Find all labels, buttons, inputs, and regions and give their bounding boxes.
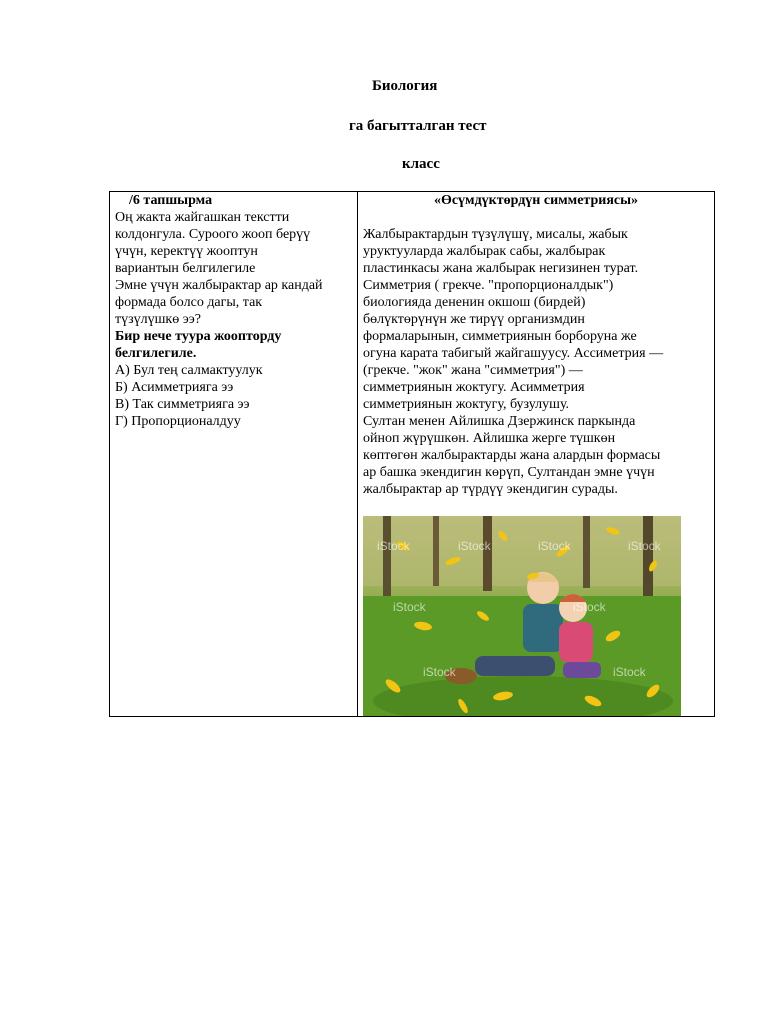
instruction-bold: Бир нече туура жоопторду — [115, 329, 282, 344]
text-line: формаларынын, симметриянын борборуна же — [363, 329, 637, 344]
watermark: iStock — [393, 600, 426, 614]
answer-option-d: Г) Пропорционалдуу — [115, 414, 241, 429]
question-line: формада болсо дагы, так — [115, 295, 263, 310]
boy-jeans — [475, 656, 555, 676]
task-cell — [110, 192, 358, 717]
tree-trunk — [483, 516, 492, 591]
answer-option-b: Б) Асимметрияга ээ — [115, 380, 234, 395]
text-line: огуна карата табигый жайгашуусу. Ассиметрия — — [363, 346, 664, 361]
instruction-line: колдонгула. Суроого жооп берүү — [115, 227, 311, 242]
boy-jacket — [523, 604, 563, 652]
watermark: iStock — [377, 539, 410, 553]
grade-label: класс — [402, 156, 440, 172]
tree-trunk — [583, 516, 590, 588]
tree-trunk — [643, 516, 653, 601]
text-line: Жалбырактардын түзүлүшү, мисалы, жабык — [363, 227, 628, 242]
page-title: Биология — [372, 78, 438, 94]
text-title: «Өсүмдүктөрдүн симметриясы» — [433, 193, 639, 208]
test-subtitle: га багытталган тест — [349, 118, 487, 134]
watermark: iStock — [423, 665, 456, 679]
watermark: iStock — [458, 539, 491, 553]
task-table — [109, 191, 715, 717]
text-line: биологияда дененин окшош (бирдей) — [363, 295, 586, 310]
text-cell — [358, 192, 715, 717]
text-line: көптөгөн жалбырактарды жана алардын формасы — [363, 448, 661, 463]
children-autumn-photo — [363, 516, 681, 716]
tree-trunk — [383, 516, 391, 596]
text-line: бөлүктөрүнүн же тирүү организмдин — [363, 312, 585, 327]
question-line: түзүлүшкө ээ? — [115, 312, 201, 327]
watermark: iStock — [538, 539, 571, 553]
text-line: симметриянын жоктугу, бузулушу. — [363, 397, 570, 412]
instruction-line: Оң жакта жайгашкан текстти — [115, 210, 290, 225]
text-line: жалбырактар ар түрдүү экендигин сурады. — [363, 482, 618, 497]
answer-option-c: В) Так симметрияга ээ — [115, 397, 250, 412]
instruction-line: вариантын белгилегиле — [115, 261, 256, 276]
girl-dress — [559, 622, 593, 662]
text-line: ар башка экендигин көрүп, Султандан эмне үчүн — [363, 465, 655, 480]
task-title: /6 тапшырма — [129, 193, 213, 208]
text-line: ойноп жүрүшкөн. Айлишка жерге түшкөн — [363, 431, 616, 446]
text-line: уруктууларда жалбырак сабы, жалбырак — [363, 244, 606, 259]
answer-option-a: А) Бул тең салмактуулук — [115, 363, 263, 378]
text-line: Султан менен Айлишка Дзержинск паркында — [363, 414, 636, 429]
question-line: Эмне үчүн жалбырактар ар кандай — [115, 278, 323, 293]
watermark: iStock — [613, 665, 646, 679]
text-line: пластинкасы жана жалбырак негизинен турат. — [363, 261, 639, 276]
instruction-line: үчүн, керектүү жооптун — [115, 244, 258, 259]
text-line: (грекче. "жок" жана "симметрия") — — [363, 363, 583, 378]
tree-trunk — [433, 516, 439, 586]
instruction-bold: белгилегиле. — [115, 346, 197, 361]
text-line: Симметрия ( грекче. "пропорционалдык") — [363, 278, 614, 293]
text-line: симметриянын жоктугу. Асимметрия — [363, 380, 585, 395]
watermark: iStock — [628, 539, 661, 553]
watermark: iStock — [573, 600, 606, 614]
